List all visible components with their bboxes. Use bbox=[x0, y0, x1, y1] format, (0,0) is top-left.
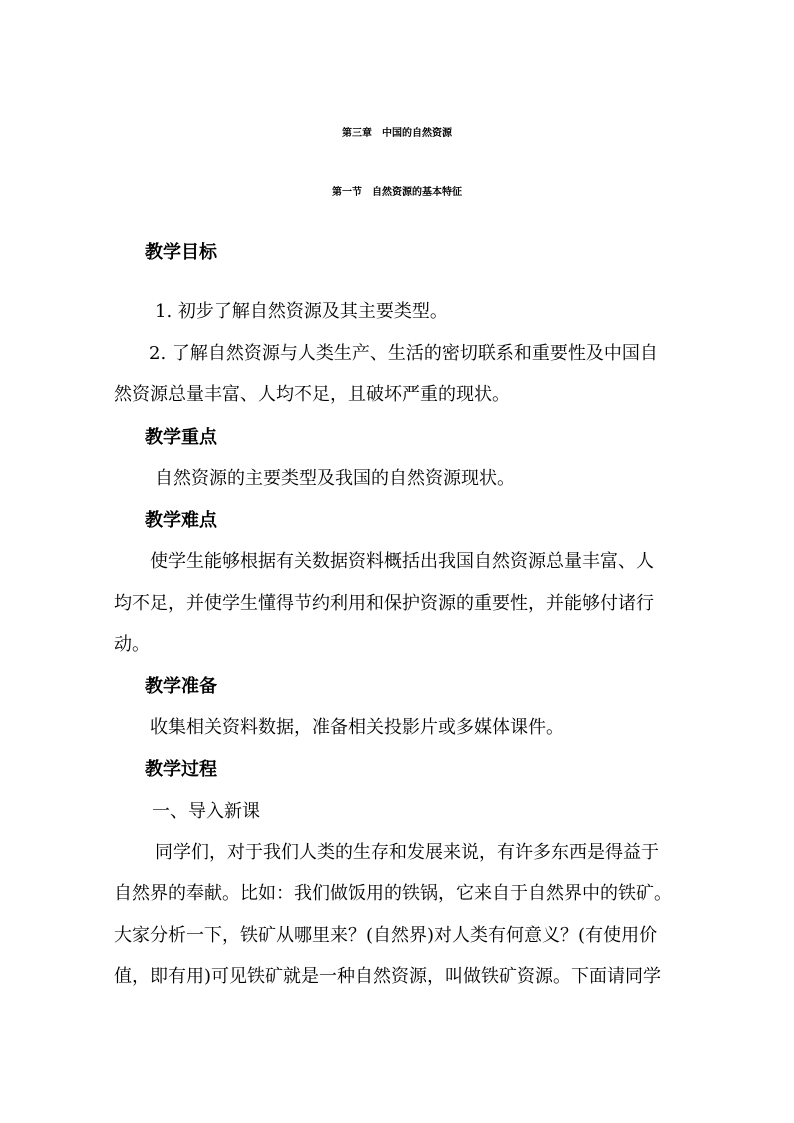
difficulties-line-3: 动。 bbox=[114, 634, 150, 655]
difficulties-line-1: 使学生能够根据有关数据资料概括出我国自然资源总量丰富、人 bbox=[150, 551, 654, 572]
process-line-4: 值，即有用)可见铁矿就是一种自然资源，叫做铁矿资源。下面请同学 bbox=[114, 966, 662, 987]
process-subheading-1: 一、导入新课 bbox=[152, 801, 260, 822]
objective-item-2-line-1: 2. 了解自然资源与人类生产、生活的密切联系和重要性及中国自 bbox=[149, 343, 658, 364]
preparation-heading: 教学准备 bbox=[145, 676, 217, 697]
process-line-3: 大家分析一下，铁矿从哪里来？(自然界)对人类有何意义？(有使用价 bbox=[114, 925, 658, 946]
preparation-text: 收集相关资料数据，准备相关投影片或多媒体课件。 bbox=[150, 717, 564, 738]
process-line-2: 自然界的奉献。比如：我们做饭用的铁锅，它来自于自然界中的铁矿。 bbox=[114, 883, 672, 904]
difficulties-line-2: 均不足，并使学生懂得节约利用和保护资源的重要性，并能够付诸行 bbox=[114, 593, 654, 614]
objective-item-1: 1. 初步了解自然资源及其主要类型。 bbox=[155, 301, 448, 322]
key-points-text: 自然资源的主要类型及我国的自然资源现状。 bbox=[155, 468, 515, 489]
objective-item-2-line-2: 然资源总量丰富、人均不足，且破坏严重的现状。 bbox=[114, 384, 510, 405]
section-title: 第一节 自然资源的基本特征 bbox=[332, 187, 462, 198]
process-heading: 教学过程 bbox=[145, 759, 217, 780]
process-line-1: 同学们，对于我们人类的生存和发展来说，有许多东西是得益于 bbox=[155, 842, 659, 863]
difficulties-heading: 教学难点 bbox=[145, 510, 217, 531]
key-points-heading: 教学重点 bbox=[145, 427, 217, 448]
objectives-heading: 教学目标 bbox=[145, 242, 217, 263]
chapter-title: 第三章 中国的自然资源 bbox=[342, 128, 452, 139]
